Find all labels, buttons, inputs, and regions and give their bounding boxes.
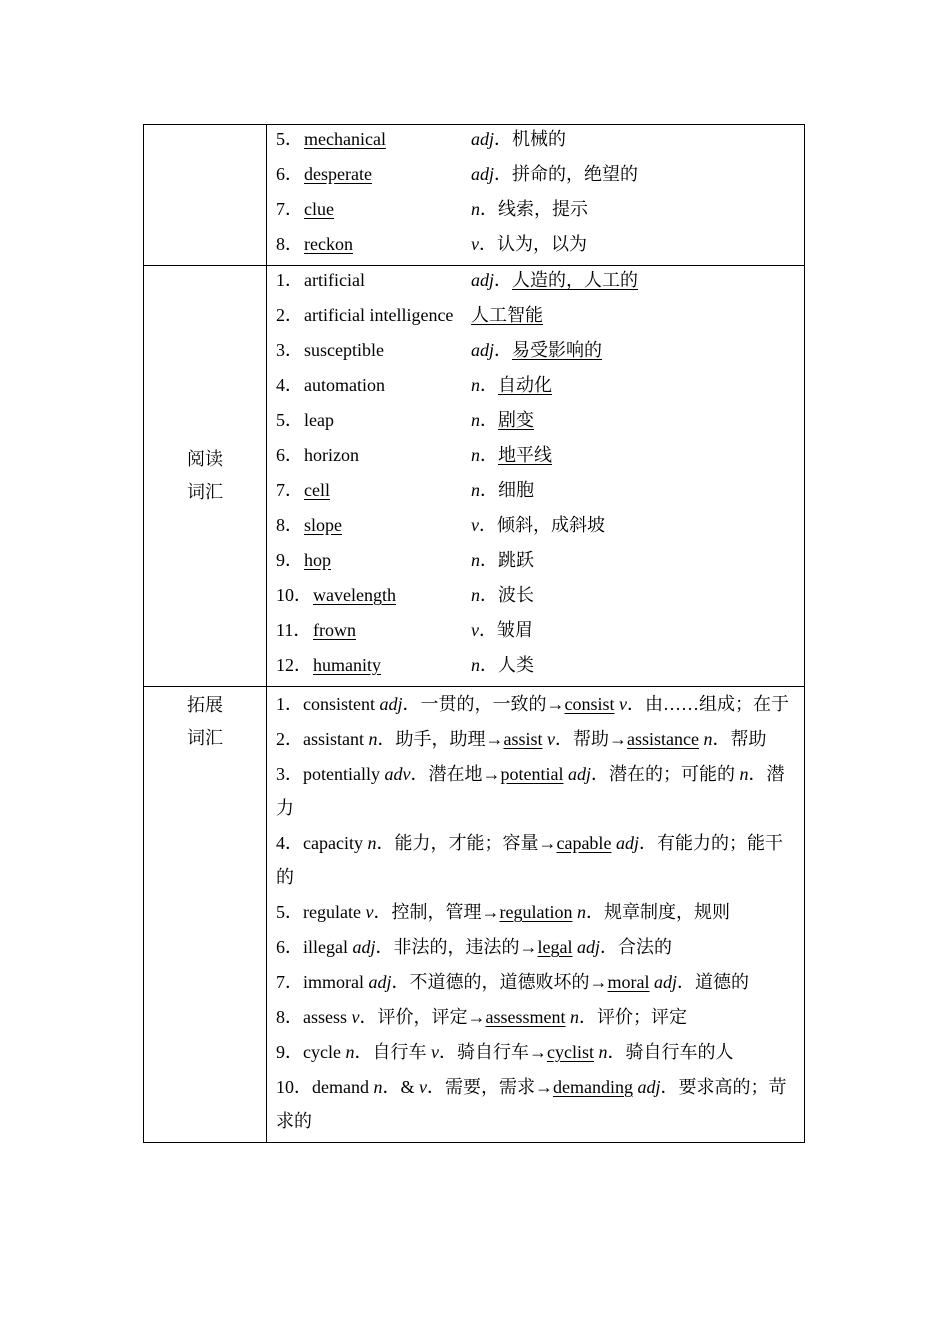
vocab-row: [267, 581, 804, 616]
part-of-speech: n: [373, 1077, 383, 1097]
item-text: ．非法的，违法的→: [375, 937, 538, 957]
item-number: 7．: [276, 480, 303, 500]
item-text: ．潜在的；可能的: [590, 764, 740, 784]
item-text: 9．cycle: [276, 1042, 346, 1062]
vocabulary-table: [143, 124, 805, 1143]
separator: ．: [480, 585, 498, 605]
vocab-meaning: [471, 336, 602, 364]
extension-item: [276, 1035, 796, 1069]
part-of-speech: v: [430, 1042, 439, 1062]
item-text: 4．capacity: [276, 833, 368, 853]
part-of-speech: n: [471, 550, 480, 570]
item-number: 4．: [276, 375, 303, 395]
separator: ．: [480, 375, 498, 395]
item-text: ．有能力的；能干的: [276, 833, 783, 887]
derived-word: moral: [607, 972, 650, 992]
extension-item: [276, 1070, 796, 1138]
vocab-row: [267, 651, 804, 686]
extension-item: [276, 687, 796, 721]
vocab-meaning: [471, 581, 534, 609]
separator: ．: [494, 270, 513, 290]
derived-word: consist: [564, 694, 615, 714]
item-text: ．控制，管理→: [373, 902, 500, 922]
item-text: 3．potentially: [276, 764, 385, 784]
derived-word: assistance: [627, 729, 699, 749]
part-of-speech: adj: [471, 164, 495, 184]
vocab-meaning: [471, 511, 605, 539]
item-number: 8．: [276, 234, 303, 254]
vocab-word: automation: [304, 375, 385, 395]
vocab-word: slope: [304, 515, 342, 535]
separator: ．: [494, 129, 513, 149]
vocab-word: reckon: [304, 234, 353, 254]
meaning-text: 剧变: [498, 410, 534, 430]
vocab-meaning: [471, 230, 587, 258]
vocab-word: cell: [304, 480, 330, 500]
vocab-row: [267, 230, 804, 265]
vocab-word: susceptible: [304, 340, 384, 360]
section-content: [267, 125, 805, 266]
label-line: 词汇: [187, 728, 223, 748]
extension-item: [276, 965, 796, 999]
item-text: ．&: [382, 1077, 419, 1097]
item-text: ．需要，需求→: [427, 1077, 553, 1097]
extension-item: [276, 722, 796, 756]
item-number: 1．: [276, 270, 303, 290]
vocab-meaning: [471, 546, 534, 574]
item-number: 7．: [276, 199, 303, 219]
part-of-speech: n: [471, 410, 480, 430]
derived-word: assessment: [485, 1007, 566, 1027]
vocab-word: desperate: [304, 164, 372, 184]
meaning-text: 地平线: [498, 445, 552, 465]
extension-item: [276, 757, 796, 825]
separator: ．: [480, 550, 498, 570]
item-number: 3．: [276, 340, 303, 360]
separator: ．: [480, 655, 498, 675]
part-of-speech: n: [739, 764, 749, 784]
label-line: 阅读: [187, 449, 223, 469]
item-text: ．不道德的，道德败坏的→: [391, 972, 608, 992]
separator: ．: [494, 340, 513, 360]
vocab-row: [267, 511, 804, 546]
vocab-meaning: [471, 616, 533, 644]
item-text: ．潜力: [276, 764, 785, 818]
derived-word: potential: [500, 764, 564, 784]
part-of-speech: n: [471, 375, 480, 395]
separator: ．: [479, 515, 497, 535]
vocab-row: [267, 616, 804, 651]
part-of-speech: adj: [567, 764, 591, 784]
vocab-row: [267, 371, 804, 406]
item-text: ．帮助→: [555, 729, 628, 749]
item-number: 6．: [276, 164, 303, 184]
item-number: 6．: [276, 445, 303, 465]
meaning-text: 人工智能: [471, 305, 543, 325]
vocab-row: [267, 301, 804, 336]
vocab-meaning: [471, 476, 534, 504]
derived-word: assist: [503, 729, 543, 749]
label-line: 拓展: [187, 695, 223, 715]
meaning-text: 倾斜，成斜坡: [497, 515, 605, 535]
vocab-word: hop: [304, 550, 331, 570]
extension-item: [276, 826, 796, 894]
part-of-speech: adj: [615, 833, 639, 853]
item-text: 8．assess: [276, 1007, 352, 1027]
extension-item: [276, 895, 796, 929]
item-text: ．骑自行车→: [438, 1042, 547, 1062]
item-text: ．潜在地→: [410, 764, 501, 784]
part-of-speech: adj: [637, 1077, 661, 1097]
item-text: ．一贯的，一致的→: [402, 694, 565, 714]
item-text: 7．immoral: [276, 972, 369, 992]
item-text: ．道德的: [677, 972, 750, 992]
vocab-row: [267, 441, 804, 476]
item-text: ．助手，助理→: [377, 729, 504, 749]
meaning-text: 人造的，人工的: [512, 270, 639, 290]
meaning-text: 自动化: [498, 375, 552, 395]
item-text: ．能力，才能；容量→: [376, 833, 557, 853]
meaning-text: 跳跃: [498, 550, 534, 570]
section-row-reading: [144, 266, 805, 687]
separator: ．: [479, 620, 497, 640]
part-of-speech: v: [351, 1007, 360, 1027]
part-of-speech: n: [471, 480, 480, 500]
meaning-text: 线索，提示: [498, 199, 588, 219]
item-text: ．评价，评定→: [359, 1007, 486, 1027]
vocab-meaning: [471, 371, 552, 399]
part-of-speech: adj: [368, 972, 392, 992]
item-text: ．帮助: [712, 729, 767, 749]
vocab-row: [267, 546, 804, 581]
part-of-speech: adj: [471, 129, 495, 149]
derived-word: capable: [556, 833, 612, 853]
part-of-speech: adj: [576, 937, 600, 957]
part-of-speech: n: [703, 729, 713, 749]
vocab-row: [267, 476, 804, 511]
separator: ．: [479, 234, 497, 254]
separator: ．: [494, 164, 513, 184]
item-text: ．规章制度，规则: [585, 902, 730, 922]
meaning-text: 拼命的，绝望的: [512, 164, 639, 184]
part-of-speech: n: [598, 1042, 608, 1062]
vocab-word: frown: [313, 620, 356, 640]
meaning-text: 波长: [498, 585, 534, 605]
extension-item: [276, 1000, 796, 1034]
vocab-word: mechanical: [304, 129, 386, 149]
meaning-text: 人类: [498, 655, 534, 675]
item-text: ．要求高的；苛求的: [276, 1077, 787, 1131]
item-number: 2．: [276, 305, 303, 325]
part-of-speech: n: [471, 199, 480, 219]
vocab-word: horizon: [304, 445, 359, 465]
separator: ．: [480, 199, 498, 219]
part-of-speech: adj: [654, 972, 678, 992]
part-of-speech: adj: [471, 340, 495, 360]
part-of-speech: v: [471, 515, 479, 535]
section-content: [267, 266, 805, 687]
item-text: 6．illegal: [276, 937, 353, 957]
part-of-speech: v: [547, 729, 556, 749]
meaning-text: 细胞: [498, 480, 534, 500]
separator: ．: [480, 410, 498, 430]
separator: ．: [480, 445, 498, 465]
derived-word: legal: [537, 937, 573, 957]
vocab-word: artificial intelligence: [304, 305, 454, 325]
vocab-word: humanity: [313, 655, 381, 675]
part-of-speech: n: [367, 833, 377, 853]
meaning-text: 皱眉: [497, 620, 533, 640]
item-number: 9．: [276, 550, 303, 570]
vocab-meaning: [471, 195, 588, 223]
part-of-speech: n: [368, 729, 378, 749]
section-label: [144, 266, 267, 687]
item-text: 1．consistent: [276, 694, 380, 714]
vocab-word: leap: [304, 410, 334, 430]
vocab-meaning: [471, 266, 638, 294]
vocab-word: artificial: [304, 270, 365, 290]
section-label: [144, 687, 267, 1143]
item-number: 10．: [276, 585, 312, 605]
part-of-speech: v: [365, 902, 374, 922]
vocab-row: [267, 160, 804, 195]
item-text: ．合法的: [600, 937, 672, 957]
vocab-row: [267, 406, 804, 441]
part-of-speech: n: [576, 902, 586, 922]
vocab-meaning: [471, 441, 552, 469]
meaning-text: 认为，以为: [497, 234, 587, 254]
part-of-speech: v: [471, 234, 479, 254]
vocab-row: [267, 195, 804, 230]
vocab-word: clue: [304, 199, 334, 219]
item-text: 10．demand: [276, 1077, 374, 1097]
item-text: ．自行车: [354, 1042, 431, 1062]
vocab-word: wavelength: [313, 585, 396, 605]
meaning-text: 易受影响的: [512, 340, 603, 360]
extension-content: [267, 687, 805, 1143]
vocab-meaning: [471, 301, 543, 329]
vocab-meaning: [471, 406, 534, 434]
part-of-speech: adj: [379, 694, 403, 714]
item-number: 5．: [276, 129, 303, 149]
item-number: 12．: [276, 655, 312, 675]
part-of-speech: n: [471, 655, 480, 675]
part-of-speech: n: [471, 585, 480, 605]
vocab-meaning: [471, 160, 638, 188]
item-number: 11．: [276, 620, 312, 640]
item-text: 2．assistant: [276, 729, 369, 749]
vocab-row: [267, 125, 804, 160]
derived-word: demanding: [553, 1077, 633, 1097]
extension-item: [276, 930, 796, 964]
item-text: 5．regulate: [276, 902, 366, 922]
part-of-speech: v: [419, 1077, 427, 1097]
part-of-speech: n: [471, 445, 480, 465]
section-row-continued: [144, 125, 805, 266]
item-number: 5．: [276, 410, 303, 430]
vocab-meaning: [471, 125, 566, 153]
vocab-row: [267, 336, 804, 371]
vocab-meaning: [471, 651, 534, 679]
derived-word: regulation: [499, 902, 573, 922]
part-of-speech: adv: [384, 764, 411, 784]
label-line: 词汇: [187, 482, 223, 502]
item-text: ．由……组成；在于: [627, 694, 790, 714]
section-row-extension: [144, 687, 805, 1143]
part-of-speech: v: [619, 694, 628, 714]
part-of-speech: n: [570, 1007, 579, 1027]
part-of-speech: adj: [352, 937, 376, 957]
part-of-speech: v: [471, 620, 479, 640]
item-text: ．评价；评定: [579, 1007, 687, 1027]
meaning-text: 机械的: [512, 129, 567, 149]
vocab-row: [267, 266, 804, 301]
item-text: ．骑自行车的人: [607, 1042, 734, 1062]
separator: ．: [480, 480, 498, 500]
part-of-speech: n: [345, 1042, 355, 1062]
item-number: 8．: [276, 515, 303, 535]
derived-word: cyclist: [546, 1042, 594, 1062]
section-label-empty: [144, 125, 267, 266]
part-of-speech: adj: [471, 270, 495, 290]
